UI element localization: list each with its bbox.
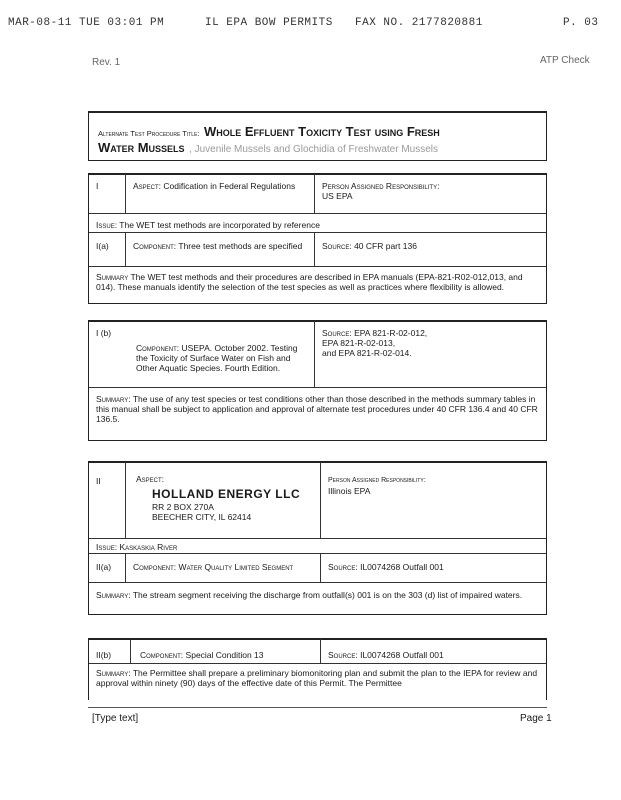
section-2-aspect-label: Aspect: bbox=[136, 474, 165, 484]
component-value: Water Quality Limited Segment bbox=[178, 562, 294, 572]
issue-value: The WET test methods are incorporated by reference bbox=[119, 220, 320, 230]
source-line: EPA 821-R-02-013, bbox=[322, 338, 396, 348]
summary-text: The WET test methods and their procedures are described in EPA manuals (EPA-821-R02-012,013, and 014). These manuals identify the selection of the test species as well as practices where flexibility is allowed. bbox=[96, 272, 523, 292]
section-2b-source bbox=[328, 650, 540, 660]
footer-type-text: [Type text] bbox=[92, 713, 139, 724]
issue-value: Kaskaskia River bbox=[119, 542, 178, 552]
aspect-label: Aspect: bbox=[133, 181, 162, 191]
section-1-person bbox=[322, 181, 542, 201]
section-2b-component bbox=[140, 650, 316, 660]
section-1b-summary bbox=[96, 394, 541, 424]
component-label: Component: bbox=[136, 343, 180, 353]
fax-date: MAR-08-11 TUE 03:01 PM bbox=[8, 17, 165, 29]
footer-page-number: Page 1 bbox=[520, 713, 552, 724]
source-label: Source: bbox=[328, 562, 358, 572]
person-label: Person Assigned Responsibility: bbox=[328, 477, 426, 484]
section-2b-number: II(b) bbox=[96, 650, 112, 660]
section-1a-component bbox=[133, 241, 308, 251]
section-1a-number: I(a) bbox=[96, 241, 109, 251]
issue-label: Issue: bbox=[96, 542, 118, 552]
title-prefix: Alternate Test Procedure Title: bbox=[98, 129, 200, 138]
title-main-1: Whole Effluent Toxicity Test using Fresh bbox=[203, 124, 440, 139]
source-value: 40 CFR part 136 bbox=[354, 241, 417, 251]
section-1-aspect bbox=[133, 181, 308, 191]
summary-label: Summary: bbox=[96, 590, 131, 600]
source-value: IL0074268 Outfall 001 bbox=[360, 650, 444, 660]
section-2b-summary bbox=[96, 668, 541, 688]
summary-text: The use of any test species or test conditions other than those described in the methods summary tables in this manual shall be subject to application and approval of alternate test procedures under 40 CFR 136.4 and 40 CFR 136.5. bbox=[96, 394, 538, 424]
title-main-2: Water Mussels bbox=[98, 140, 185, 155]
person-value: Illinois EPA bbox=[328, 486, 371, 496]
fax-sender: IL EPA BOW PERMITS bbox=[205, 17, 333, 29]
section-1b-number: I (b) bbox=[96, 328, 112, 338]
person-value: US EPA bbox=[322, 191, 353, 201]
section-2a-source bbox=[328, 562, 540, 572]
source-label: Source: bbox=[322, 328, 352, 338]
atp-check-label: ATP Check bbox=[540, 55, 590, 66]
person-label: Person Assigned Responsibility: bbox=[322, 181, 440, 191]
summary-label: Summary: bbox=[96, 668, 131, 678]
component-value: Special Condition 13 bbox=[185, 650, 264, 660]
summary-label: Summary bbox=[96, 272, 129, 282]
section-2-number: II bbox=[96, 476, 101, 486]
section-1-issue bbox=[96, 220, 541, 230]
component-label: Component: bbox=[140, 650, 184, 660]
section-1-number: I bbox=[96, 181, 99, 191]
title-line-2 bbox=[98, 139, 438, 157]
summary-text: The Permittee shall prepare a preliminary biomonitoring plan and submit the plan to the IEPA for review and approval within ninety (90) days of the effective date of this Permit. The Permittee bbox=[96, 668, 538, 688]
component-label: Component: bbox=[133, 241, 177, 251]
fax-page: P. 03 bbox=[563, 17, 599, 29]
source-line: and EPA 821-R-02-014. bbox=[322, 348, 412, 358]
company-address-1: RR 2 BOX 270A bbox=[152, 502, 214, 512]
section-1a-source bbox=[322, 241, 542, 251]
company-address-2: BEECHER CITY, IL 62414 bbox=[152, 512, 252, 522]
title-faded: , Juvenile Mussels and Glochidia of Freshwater Mussels bbox=[189, 144, 439, 155]
section-2a-number: II(a) bbox=[96, 562, 112, 572]
summary-text: The stream segment receiving the discharge from outfall(s) 001 is on the 303 (d) list of impaired waters. bbox=[132, 590, 523, 600]
section-1b-source bbox=[322, 328, 542, 358]
source-value: IL0074268 Outfall 001 bbox=[360, 562, 444, 572]
issue-label: Issue: bbox=[96, 220, 118, 230]
component-value: USEPA. October 2002. Testing the Toxicity of Surface Water on Fish and Other Aquatic Species. Fourth Edition. bbox=[136, 343, 298, 373]
section-2-summary bbox=[96, 590, 541, 600]
source-label: Source: bbox=[328, 650, 358, 660]
section-2-person bbox=[328, 476, 540, 496]
summary-label: Summary: bbox=[96, 394, 131, 404]
component-value: Three test methods are specified bbox=[178, 241, 303, 251]
section-2a-component bbox=[133, 562, 315, 572]
aspect-value: Codification in Federal Regulations bbox=[163, 181, 296, 191]
revision-label: Rev. 1 bbox=[92, 57, 121, 68]
company-name: HOLLAND ENERGY LLC bbox=[152, 487, 301, 501]
source-label: Source: bbox=[322, 241, 352, 251]
fax-number: FAX NO. 2177820881 bbox=[355, 17, 483, 29]
section-1-summary bbox=[96, 272, 541, 292]
source-line: EPA 821-R-02-012, bbox=[354, 328, 428, 338]
component-label: Component: bbox=[133, 562, 177, 572]
section-1b-component bbox=[136, 343, 308, 373]
section-2-issue bbox=[96, 542, 541, 552]
